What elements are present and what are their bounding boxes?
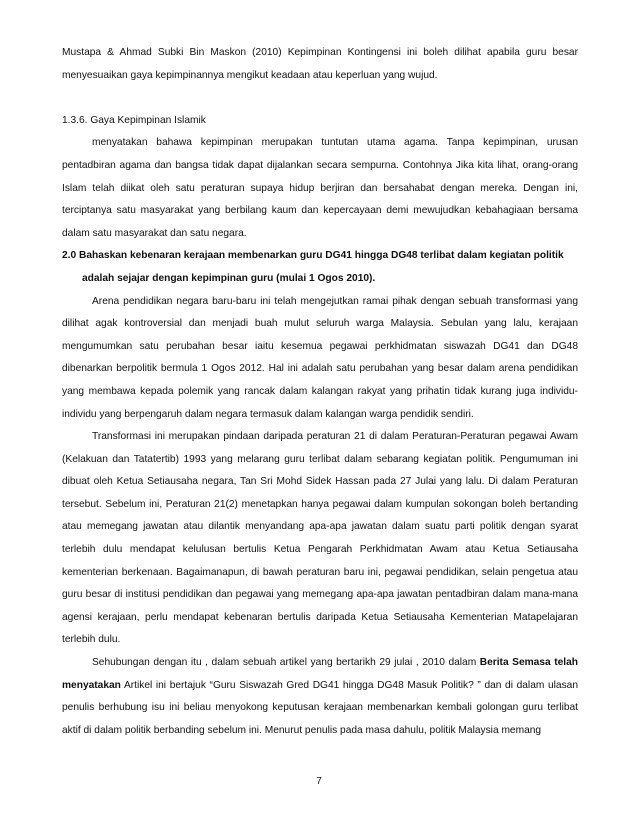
transformation-paragraph: Arena pendidikan negara baru-baru ini telah mengejutkan ramai pihak dengan sebuah transformasi yang dilihat agak kontroversial dan menjadi buah mulut seluruh warga Malaysia. Sebulan yang lalu, kerajaan mengumumkan satu perubahan besar iaitu kesemua pegawai perkhidmatan siswazah DG41 dan DG48 dibenarkan berpolitik bermula 1 Ogos 2012. Hal ini adalah satu perubahan yang besar dalam arena pendidikan yang membawa kepada polemik yang rancak dalam kalangan rakyat yang prihatin tidak kurang juga individu-individu yang berpengaruh dalam negara termasuk dalam kalangan warga pendidik sendiri.: [62, 295, 578, 420]
paragraph-spacer: [62, 87, 578, 110]
article-paragraph-start: Sehubungan dengan itu , dalam sebuah artikel yang bertarikh 29 julai , 2010 dalam: [92, 657, 480, 669]
intro-paragraph: Mustapa & Ahmad Subki Bin Maskon (2010) Kepimpinan Kontingensi ini boleh dilihat apabila guru besar menyesuaikan gaya kepimpinannya mengikut keadaan atau keperluan yang wujud.: [62, 47, 578, 81]
islamic-leadership-paragraph: menyatakan bahawa kepimpinan merupakan tuntutan utama agama. Tanpa kepimpinan, urusan pentadbiran agama dan bangsa tidak dapat dijalankan secara sempurna. Contohnya Jika kita lihat, orang-orang Islam telah diikat oleh satu peraturan supaya hidup berjiran dan bersahabat dengan mereka. Dengan ini, terciptanya satu masyarakat yang berbilang kaum dan kepercayaan demi mewujudkan kebahagiaan bersama dalam satu masyarakat dan satu negara.: [62, 137, 578, 239]
page-content: [62, 42, 578, 742]
article-paragraph: [62, 652, 578, 742]
subsection-heading: 1.3.6. Gaya Kepimpinan Islamik: [62, 114, 206, 126]
regulation-paragraph: Transformasi ini merupakan pindaan daripada peraturan 21 di dalam Peraturan-Peraturan pegawai Awam (Kelakuan dan Tatatertib) 1993 yang melarang guru terlibat dalam sebarang kegiatan politik. Pengumuman ini dibuat oleh Ketua Setiausaha negara, Tan Sri Mohd Sidek Hassan pada 27 Julai yang lalu. Di dalam Peraturan tersebut. Sebelum ini, Peraturan 21(2) menetapkan hanya pegawai dalam kumpulan sokongan boleh bertanding atau memegang jawatan atau dilantik menyandang apa-apa jawatan dalam suatu parti politik dengan syarat terlebih dulu mendapat kelulusan bertulis Ketua Pengarah Perkhidmatan Awam atau Ketua Setiausaha kementerian berkenaan. Bagaimanapun, di bawah peraturan baru ini, pegawai pendidikan, selain pengetua atau guru besar di institusi pendidikan dan pegawai yang memegang apa-apa jawatan pentadbiran dalam mana-mana agensi kerajaan, perlu mendapat kebenaran bertulis daripada Ketua Setiausaha Kementerian Matapelajaran terlebih dulu.: [62, 431, 578, 646]
article-paragraph-end: Artikel ini bertajuk “Guru Siswazah Gred DG41 hingga DG48 Masuk Politik? ” dan di dalam ulasan penulis berhubung isu ini beliau menyokong keputusan kerajaan membenarkan kembali golongan guru terlibat aktif di dalam politik berbanding sebelum ini. Menurut penulis pada masa dahulu, politik Malaysia memang: [62, 679, 578, 736]
page-number: 7: [316, 776, 322, 787]
section-heading: 2.0 Bahaskan kebenaran kerajaan membenarkan guru DG41 hingga DG48 terlibat dalam kegiatan politik adalah sejajar dengan kepimpinan guru (mulai 1 Ogos 2010).: [62, 250, 564, 284]
article-source-bold: Berita Semasa telah menyatakan: [62, 657, 578, 691]
